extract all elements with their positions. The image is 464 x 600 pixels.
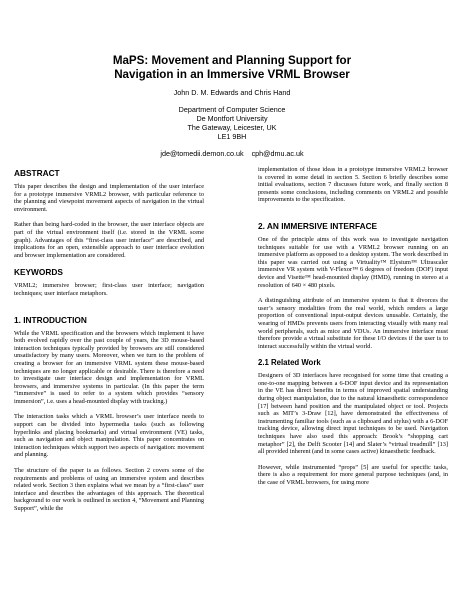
introduction-continued: implementation of those ideas in a prototype immersive VRML2 browser is covered in some detail in section 5. Section 6 briefly describes some initial evaluations, section 7 discusses future work, and finally section 8 presents some conclusions, including comments on VRML2 and possible improvements to the specification. <box>258 166 448 204</box>
paper-title <box>40 54 424 82</box>
left-column <box>14 168 204 521</box>
emails: jde@tomedii.demon.co.uk cph@dmu.ac.uk <box>160 149 304 158</box>
affiliation-line-4: LE1 9BH <box>217 132 247 141</box>
right-column <box>258 166 448 495</box>
author-block <box>40 88 424 158</box>
related-work-heading: 2.1 Related Work <box>258 358 321 368</box>
immersive-paragraph-1: One of the principle aims of this work was to investigate navigation techniques suitable for use with a VRML2 browser running on an immersive platform as opposed to a desktop system. The work described in this paper was carried out using a Virtuality™ Elysium™ Ultrascaler immersive VR system with V-Flexor™ 6 degrees of freedom (DOF) input device and Visette™ head-mounted display (HMD), running in stereo at a resolution of 640 × 480 pixels. <box>258 235 448 289</box>
affiliation-line-2: De Montfort University <box>196 114 268 123</box>
authors: John D. M. Edwards and Chris Hand <box>173 88 291 97</box>
keywords-text: VRML2; immersive browser; first-class user interface; navigation techniques; user interface metaphors. <box>14 282 204 297</box>
introduction-paragraph-2: The interaction tasks which a VRML browser’s user interface needs to support can be divided into hypermedia tasks (such as following hyperlinks and placing bookmarks) and virtual environment (VE) tasks, such as navigation and object manipulation. This paper concentrates on interaction techniques which support two aspects of navigation: movement and planning. <box>14 413 204 459</box>
abstract-paragraph-2: Rather than being hard-coded in the browser, the user interface objects are part of the virtual environment itself (i.e. stored in the VRML scene graph). Advantages of this “first-class user interface” are described, and implications for an open, extensible approach to user interface evolution and browser implementation are considered. <box>14 221 204 259</box>
title-line-1: MaPS: Movement and Planning Support for <box>112 54 352 67</box>
abstract-paragraph-1: This paper describes the design and implementation of the user interface for a prototype immersive VRML2 browser, with particular reference to the planning and viewpoint movement aspects of navigation in the virtual environment. <box>14 183 204 213</box>
immersive-interface-heading: 2. AN IMMERSIVE INTERFACE <box>258 220 378 231</box>
introduction-paragraph-3: The structure of the paper is as follows. Section 2 covers some of the requirements and problems of using an immersive system and describes related work. Section 3 then explains what we mean by a “first-class” user interface and describes the advantages of this approach. The theoretical background to our work is outlined in section 4, “Movement and Planning Support”, while the <box>14 467 204 512</box>
affiliation-line-1: Department of Computer Science <box>178 105 286 114</box>
related-work-paragraph-1: Designers of 3D interfaces have recognised for some time that creating a one-to-one mapping between a 6-DOF input device and its representation in the VE has direct benefits in terms of improved spatial understanding during object manipulation, due to the natural kinaesthetic correspondence [17] between hand position and the manipulated object or tool. Projects such as MIT’s 3-Draw [12], have demonstrated the effectiveness of instrumenting familiar tools (such as a clipboard and stylus) with a 6-DOF tracking device, allowing direct input techniques to be used. Navigation techniques have also used this approach: Brook’s “shopping cart metaphor” [2], the Delft Scooter [14] and Slater’s “virtual treadmill” [13] all provided inherent (and in some cases active) kinaesthetic feedback. <box>258 372 448 456</box>
immersive-paragraph-2: A distinguishing attribute of an immersive system is that it divorces the user’s sensory modalities from the real world, which renders a large proportion of conventional input-output devices unusable. Certainly, the wearing of HMDs prevents users from interacting visually with many real world peripherals, such as mice and VDUs. An immersive interface must therefore provide a virtual substitute for these I/O devices if the user is to interact successfully within the virtual world. <box>258 297 448 350</box>
introduction-paragraph-1: While the VRML specification and the browsers which implement it have both evolved rapidly over the past couple of years, the 3D mouse-based interaction techniques typically provided by browsers are still considered unsatisfactory by many users. Moreover, when we turn to the problem of creating a browser for an immersive VRML system these mouse-based techniques are no longer applicable or desirable. There is therefore a need to investigate user interface design and implementation for VRML browsers, and immersive systems in particular. (In this paper the term “immersive” is used to refer to a system which provides “sensory immersion”, i.e. uses a head-mounted display with tracking.) <box>14 329 204 405</box>
introduction-heading: 1. INTRODUCTION <box>14 314 87 325</box>
title-line-2: Navigation in an Immersive VRML Browser <box>114 68 350 81</box>
keywords-heading: KEYWORDS <box>14 267 63 278</box>
affiliation-line-3: The Gateway, Leicester, UK <box>187 123 277 132</box>
related-work-paragraph-2: However, while instrumented “props” [5] are useful for specific tasks, there is also a requirement for more general purpose techniques (and, in the case of VRML browsers, for using more <box>258 463 448 486</box>
abstract-heading: ABSTRACT <box>14 168 60 178</box>
